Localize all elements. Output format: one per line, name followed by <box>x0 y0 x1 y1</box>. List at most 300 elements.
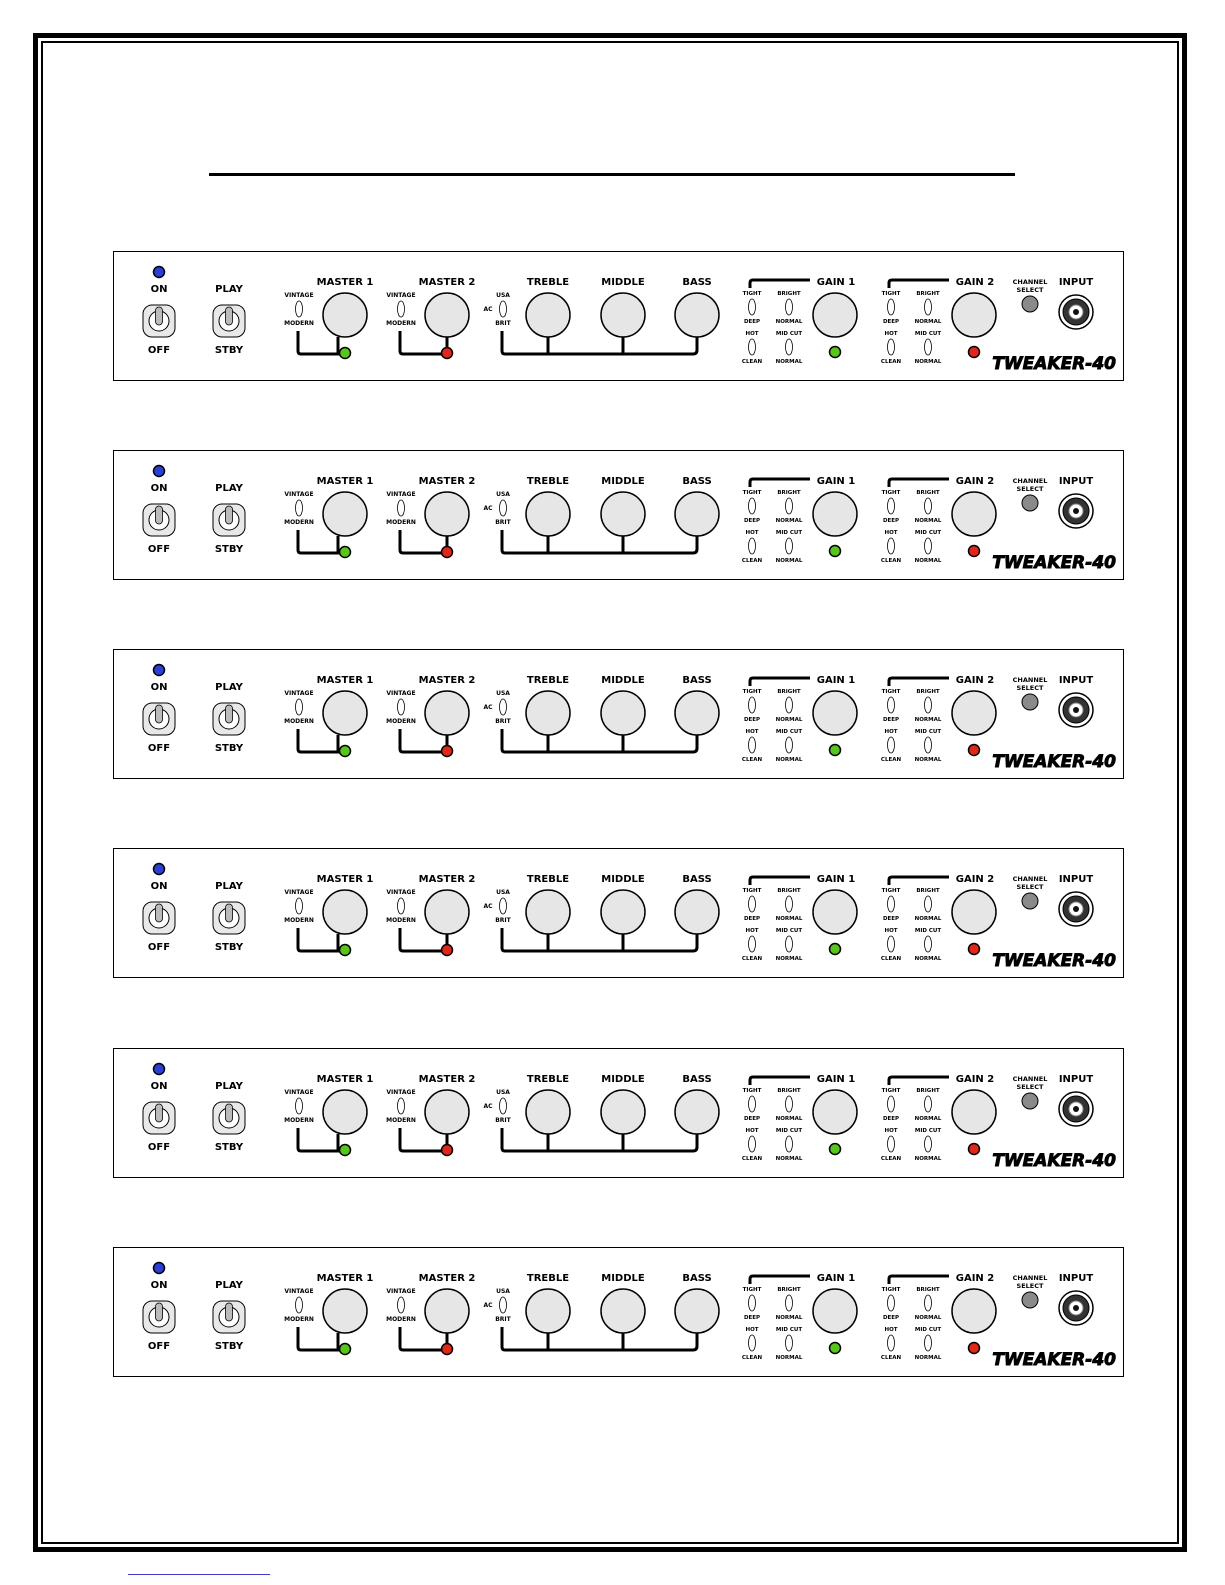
bass-label: BASS <box>682 1273 712 1284</box>
midcut-label-1: MID CUT <box>775 331 803 337</box>
jack-core <box>1073 906 1079 912</box>
master2-knob[interactable] <box>425 890 469 934</box>
normal-label-1b: NORMAL <box>775 757 803 763</box>
gain2-led <box>969 347 980 358</box>
power-on-label: ON <box>150 483 168 494</box>
modern-label-2: MODERN <box>386 1117 416 1124</box>
gain1-midcut-switch[interactable] <box>786 737 793 753</box>
voice-switch-2[interactable] <box>398 1297 405 1313</box>
vintage-label-2: VINTAGE <box>386 889 416 896</box>
vintage-label-1: VINTAGE <box>284 1288 314 1295</box>
stby-label: STBY <box>214 345 244 356</box>
gain2-knob[interactable] <box>952 293 996 337</box>
channel-label: CHANNEL <box>1012 676 1048 684</box>
middle-label: MIDDLE <box>601 476 645 487</box>
input-label: INPUT <box>1058 675 1094 686</box>
brand-logo: TWEAKER-40 <box>992 951 1116 971</box>
stby-label: STBY <box>214 743 244 754</box>
input-label: INPUT <box>1058 1273 1094 1284</box>
gain1-midcut-switch[interactable] <box>786 936 793 952</box>
ac-label: AC <box>483 306 493 313</box>
clean-label-1: CLEAN <box>741 1355 763 1361</box>
gain1-tight-switch[interactable] <box>749 498 756 514</box>
treble-knob[interactable] <box>526 691 570 735</box>
deep-label-2: DEEP <box>882 1315 900 1321</box>
toggle-lever <box>156 307 163 325</box>
power-led <box>154 466 165 477</box>
amp-panel <box>0 848 1225 988</box>
standby-toggle[interactable] <box>213 902 245 934</box>
usa-label: USA <box>496 491 510 498</box>
gain2-midcut-switch[interactable] <box>925 936 932 952</box>
midcut-label-2: MID CUT <box>914 530 942 536</box>
gain2-bright-switch[interactable] <box>925 1096 932 1112</box>
usa-label: USA <box>496 690 510 697</box>
normal-label-2a: NORMAL <box>914 1116 942 1122</box>
gain1-bright-switch[interactable] <box>786 299 793 315</box>
gain1-knob[interactable] <box>813 1289 857 1333</box>
bass-knob[interactable] <box>675 691 719 735</box>
input-jack[interactable] <box>1059 693 1093 727</box>
gain2-hot-switch[interactable] <box>888 538 895 554</box>
gain1-knob[interactable] <box>813 691 857 735</box>
vintage-label-1: VINTAGE <box>284 1089 314 1096</box>
amp-panel <box>0 450 1225 590</box>
gain2-tight-switch[interactable] <box>888 697 895 713</box>
voice-switch-2[interactable] <box>398 301 405 317</box>
modern-label-2: MODERN <box>386 320 416 327</box>
master1-label: MASTER 1 <box>316 277 374 288</box>
middle-label: MIDDLE <box>601 1273 645 1284</box>
gain2-bright-switch[interactable] <box>925 697 932 713</box>
input-jack[interactable] <box>1059 494 1093 528</box>
toggle-lever <box>156 506 163 524</box>
gain2-bright-switch[interactable] <box>925 1295 932 1311</box>
vintage-label-1: VINTAGE <box>284 889 314 896</box>
amp-panel <box>0 649 1225 789</box>
hot-label-1: HOT <box>745 1327 759 1333</box>
amp-panel-drawing <box>113 649 1125 781</box>
gain1-bright-switch[interactable] <box>786 697 793 713</box>
eq-voice-switch[interactable] <box>500 699 507 715</box>
brand-logo: TWEAKER-40 <box>992 1151 1116 1171</box>
normal-label-2a: NORMAL <box>914 319 942 325</box>
gain1-bright-switch[interactable] <box>786 896 793 912</box>
standby-toggle[interactable] <box>213 1102 245 1134</box>
middle-knob[interactable] <box>601 890 645 934</box>
ac-label: AC <box>483 903 493 910</box>
middle-label: MIDDLE <box>601 1074 645 1085</box>
gain2-led <box>969 1343 980 1354</box>
gain1-hot-switch[interactable] <box>749 737 756 753</box>
play-label: PLAY <box>215 682 243 693</box>
gain2-midcut-switch[interactable] <box>925 737 932 753</box>
toggle-lever <box>226 705 233 723</box>
middle-label: MIDDLE <box>601 874 645 885</box>
deep-label-1: DEEP <box>743 916 761 922</box>
gain2-led <box>969 944 980 955</box>
tight-label-2: TIGHT <box>881 888 901 894</box>
ac-label: AC <box>483 1302 493 1309</box>
treble-knob[interactable] <box>526 492 570 536</box>
standby-toggle[interactable] <box>213 504 245 536</box>
hot-label-2: HOT <box>884 1128 898 1134</box>
eq-voice-switch[interactable] <box>500 1297 507 1313</box>
channel-select-button[interactable] <box>1022 296 1038 312</box>
voice-switch-1[interactable] <box>296 1297 303 1313</box>
amp-panel-drawing <box>113 1247 1125 1379</box>
normal-label-1b: NORMAL <box>775 1156 803 1162</box>
voice-switch-2[interactable] <box>398 1098 405 1114</box>
voice-switch-2[interactable] <box>398 699 405 715</box>
master1-knob[interactable] <box>323 492 367 536</box>
amp-panel-drawing <box>113 251 1125 383</box>
amp-panel <box>0 251 1225 391</box>
midcut-label-2: MID CUT <box>914 1327 942 1333</box>
select-label: SELECT <box>1016 485 1044 493</box>
bass-label: BASS <box>682 675 712 686</box>
gain1-knob[interactable] <box>813 890 857 934</box>
input-label: INPUT <box>1058 874 1094 885</box>
gain2-hot-switch[interactable] <box>888 936 895 952</box>
brit-label: BRIT <box>495 320 511 327</box>
gain1-led <box>830 1144 841 1155</box>
gain2-knob[interactable] <box>952 492 996 536</box>
normal-label-1a: NORMAL <box>775 518 803 524</box>
vintage-label-1: VINTAGE <box>284 491 314 498</box>
gain1-hot-switch[interactable] <box>749 936 756 952</box>
channel-select-button[interactable] <box>1022 893 1038 909</box>
input-jack[interactable] <box>1059 1092 1093 1126</box>
treble-knob[interactable] <box>526 890 570 934</box>
treble-knob[interactable] <box>526 1289 570 1333</box>
eq-voice-switch[interactable] <box>500 500 507 516</box>
gain1-label: GAIN 1 <box>816 675 856 686</box>
gain1-midcut-switch[interactable] <box>786 339 793 355</box>
master2-knob[interactable] <box>425 293 469 337</box>
deep-label-1: DEEP <box>743 518 761 524</box>
standby-toggle[interactable] <box>213 1301 245 1333</box>
ac-label: AC <box>483 1103 493 1110</box>
power-on-label: ON <box>150 284 168 295</box>
gain1-tight-switch[interactable] <box>749 1295 756 1311</box>
gain2-knob[interactable] <box>952 890 996 934</box>
power-on-label: ON <box>150 682 168 693</box>
deep-label-2: DEEP <box>882 717 900 723</box>
master2-knob[interactable] <box>425 1090 469 1134</box>
power-led <box>154 267 165 278</box>
gain2-hot-switch[interactable] <box>888 339 895 355</box>
treble-knob[interactable] <box>526 293 570 337</box>
vintage-label-2: VINTAGE <box>386 292 416 299</box>
bass-knob[interactable] <box>675 293 719 337</box>
treble-knob[interactable] <box>526 1090 570 1134</box>
gain1-tight-switch[interactable] <box>749 299 756 315</box>
gain2-knob[interactable] <box>952 1090 996 1134</box>
normal-label-1a: NORMAL <box>775 916 803 922</box>
clean-label-1: CLEAN <box>741 359 763 365</box>
modern-label-2: MODERN <box>386 519 416 526</box>
bass-label: BASS <box>682 1074 712 1085</box>
gain1-knob[interactable] <box>813 1090 857 1134</box>
gain1-hot-switch[interactable] <box>749 1335 756 1351</box>
brit-label: BRIT <box>495 1117 511 1124</box>
gain2-label: GAIN 2 <box>955 1273 995 1284</box>
modern-label-1: MODERN <box>284 1117 314 1124</box>
midcut-label-2: MID CUT <box>914 928 942 934</box>
middle-knob[interactable] <box>601 293 645 337</box>
gain2-midcut-switch[interactable] <box>925 1335 932 1351</box>
gain1-midcut-switch[interactable] <box>786 538 793 554</box>
amp-panel <box>0 1247 1225 1387</box>
midcut-label-1: MID CUT <box>775 928 803 934</box>
amp-panel <box>0 1048 1225 1188</box>
power-toggle[interactable] <box>143 1301 175 1333</box>
master1-knob[interactable] <box>323 890 367 934</box>
gain1-label: GAIN 1 <box>816 1074 856 1085</box>
normal-label-2b: NORMAL <box>914 956 942 962</box>
gain2-hot-switch[interactable] <box>888 1335 895 1351</box>
normal-label-1a: NORMAL <box>775 319 803 325</box>
voice-switch-1[interactable] <box>296 1098 303 1114</box>
toggle-lever <box>226 904 233 922</box>
clean-label-1: CLEAN <box>741 558 763 564</box>
bright-label-2: BRIGHT <box>916 490 940 496</box>
gain1-hot-switch[interactable] <box>749 1136 756 1152</box>
hot-label-1: HOT <box>745 530 759 536</box>
normal-label-1a: NORMAL <box>775 1315 803 1321</box>
middle-knob[interactable] <box>601 1090 645 1134</box>
play-label: PLAY <box>215 483 243 494</box>
bass-label: BASS <box>682 277 712 288</box>
gain2-hot-switch[interactable] <box>888 737 895 753</box>
input-jack[interactable] <box>1059 295 1093 329</box>
master2-knob[interactable] <box>425 691 469 735</box>
panel-group <box>114 650 1124 779</box>
middle-knob[interactable] <box>601 492 645 536</box>
eq-voice-switch[interactable] <box>500 301 507 317</box>
clean-label-2: CLEAN <box>880 1355 902 1361</box>
master1-knob[interactable] <box>323 691 367 735</box>
gain1-knob[interactable] <box>813 293 857 337</box>
eq-voice-switch[interactable] <box>500 898 507 914</box>
input-label: INPUT <box>1058 277 1094 288</box>
input-jack[interactable] <box>1059 892 1093 926</box>
bass-knob[interactable] <box>675 890 719 934</box>
power-on-label: ON <box>150 1280 168 1291</box>
power-toggle[interactable] <box>143 1102 175 1134</box>
select-label: SELECT <box>1016 883 1044 891</box>
power-led <box>154 1263 165 1274</box>
master2-knob[interactable] <box>425 492 469 536</box>
middle-knob[interactable] <box>601 691 645 735</box>
jack-core <box>1073 1106 1079 1112</box>
standby-toggle[interactable] <box>213 703 245 735</box>
master1-knob[interactable] <box>323 293 367 337</box>
midcut-label-1: MID CUT <box>775 1128 803 1134</box>
voice-switch-2[interactable] <box>398 898 405 914</box>
gain1-knob[interactable] <box>813 492 857 536</box>
jack-core <box>1073 1305 1079 1311</box>
vintage-label-2: VINTAGE <box>386 1288 416 1295</box>
master1-knob[interactable] <box>323 1289 367 1333</box>
deep-label-1: DEEP <box>743 717 761 723</box>
voice-switch-1[interactable] <box>296 898 303 914</box>
gain2-label: GAIN 2 <box>955 277 995 288</box>
treble-label: TREBLE <box>526 277 570 288</box>
master1-label: MASTER 1 <box>316 476 374 487</box>
bass-knob[interactable] <box>675 1090 719 1134</box>
gain2-hot-switch[interactable] <box>888 1136 895 1152</box>
gain1-tight-switch[interactable] <box>749 1096 756 1112</box>
gain2-bright-switch[interactable] <box>925 299 932 315</box>
channel-select-button[interactable] <box>1022 694 1038 710</box>
middle-knob[interactable] <box>601 1289 645 1333</box>
master1-led <box>340 547 351 558</box>
gain1-tight-switch[interactable] <box>749 697 756 713</box>
usa-label: USA <box>496 1089 510 1096</box>
channel-label: CHANNEL <box>1012 278 1048 286</box>
master2-knob[interactable] <box>425 1289 469 1333</box>
gain1-midcut-switch[interactable] <box>786 1136 793 1152</box>
voice-switch-1[interactable] <box>296 301 303 317</box>
voice-switch-1[interactable] <box>296 699 303 715</box>
gain2-knob[interactable] <box>952 1289 996 1333</box>
gain2-tight-switch[interactable] <box>888 498 895 514</box>
master1-label: MASTER 1 <box>316 1074 374 1085</box>
jack-core <box>1073 309 1079 315</box>
usa-label: USA <box>496 292 510 299</box>
gain2-tight-switch[interactable] <box>888 299 895 315</box>
master2-led <box>442 348 453 359</box>
channel-select-button[interactable] <box>1022 1093 1038 1109</box>
master2-label: MASTER 2 <box>418 277 476 288</box>
gain2-led <box>969 546 980 557</box>
play-label: PLAY <box>215 284 243 295</box>
tight-label-2: TIGHT <box>881 1287 901 1293</box>
master2-label: MASTER 2 <box>418 1074 476 1085</box>
gain1-hot-switch[interactable] <box>749 339 756 355</box>
voice-switch-1[interactable] <box>296 500 303 516</box>
gain2-tight-switch[interactable] <box>888 896 895 912</box>
stby-label: STBY <box>214 544 244 555</box>
eq-voice-switch[interactable] <box>500 1098 507 1114</box>
hot-label-2: HOT <box>884 331 898 337</box>
usa-label: USA <box>496 1288 510 1295</box>
channel-select-button[interactable] <box>1022 495 1038 511</box>
gain2-midcut-switch[interactable] <box>925 1136 932 1152</box>
master2-led <box>442 1344 453 1355</box>
power-toggle[interactable] <box>143 703 175 735</box>
hot-label-2: HOT <box>884 530 898 536</box>
hot-label-1: HOT <box>745 928 759 934</box>
bass-knob[interactable] <box>675 1289 719 1333</box>
middle-label: MIDDLE <box>601 675 645 686</box>
vintage-label-2: VINTAGE <box>386 1089 416 1096</box>
normal-label-2b: NORMAL <box>914 1355 942 1361</box>
power-off-label: OFF <box>147 345 171 356</box>
select-label: SELECT <box>1016 684 1044 692</box>
stby-label: STBY <box>214 1142 244 1153</box>
standby-toggle[interactable] <box>213 305 245 337</box>
play-label: PLAY <box>215 1081 243 1092</box>
tight-label-1: TIGHT <box>742 888 762 894</box>
toggle-lever <box>226 506 233 524</box>
gain2-knob[interactable] <box>952 691 996 735</box>
gain1-led <box>830 745 841 756</box>
gain2-led <box>969 745 980 756</box>
master2-led <box>442 746 453 757</box>
brand-logo: TWEAKER-40 <box>992 1350 1116 1370</box>
stby-label: STBY <box>214 1341 244 1352</box>
power-toggle[interactable] <box>143 902 175 934</box>
gain2-midcut-switch[interactable] <box>925 339 932 355</box>
gain2-led <box>969 1144 980 1155</box>
gain2-label: GAIN 2 <box>955 675 995 686</box>
tight-label-1: TIGHT <box>742 291 762 297</box>
ac-label: AC <box>483 704 493 711</box>
master1-led <box>340 1145 351 1156</box>
voice-switch-2[interactable] <box>398 500 405 516</box>
toggle-lever <box>156 705 163 723</box>
bright-label-1: BRIGHT <box>777 1088 801 1094</box>
gain1-tight-switch[interactable] <box>749 896 756 912</box>
panel-group <box>114 1248 1124 1377</box>
power-led <box>154 864 165 875</box>
bright-label-1: BRIGHT <box>777 291 801 297</box>
gain2-bright-switch[interactable] <box>925 498 932 514</box>
master2-label: MASTER 2 <box>418 1273 476 1284</box>
vintage-label-2: VINTAGE <box>386 690 416 697</box>
midcut-label-2: MID CUT <box>914 1128 942 1134</box>
treble-label: TREBLE <box>526 1074 570 1085</box>
clean-label-1: CLEAN <box>741 956 763 962</box>
tight-label-1: TIGHT <box>742 490 762 496</box>
hot-label-1: HOT <box>745 331 759 337</box>
gain2-midcut-switch[interactable] <box>925 538 932 554</box>
modern-label-1: MODERN <box>284 519 314 526</box>
title-underline <box>209 173 1015 176</box>
gain1-midcut-switch[interactable] <box>786 1335 793 1351</box>
hot-label-2: HOT <box>884 928 898 934</box>
bass-knob[interactable] <box>675 492 719 536</box>
treble-label: TREBLE <box>526 675 570 686</box>
gain1-bright-switch[interactable] <box>786 498 793 514</box>
select-label: SELECT <box>1016 1282 1044 1290</box>
gain1-label: GAIN 1 <box>816 476 856 487</box>
channel-select-button[interactable] <box>1022 1292 1038 1308</box>
normal-label-2a: NORMAL <box>914 916 942 922</box>
gain2-bright-switch[interactable] <box>925 896 932 912</box>
gain1-label: GAIN 1 <box>816 277 856 288</box>
gain1-bright-switch[interactable] <box>786 1096 793 1112</box>
gain1-bright-switch[interactable] <box>786 1295 793 1311</box>
input-jack[interactable] <box>1059 1291 1093 1325</box>
master1-knob[interactable] <box>323 1090 367 1134</box>
power-toggle[interactable] <box>143 504 175 536</box>
panel-group <box>114 252 1124 381</box>
master2-label: MASTER 2 <box>418 874 476 885</box>
gain1-hot-switch[interactable] <box>749 538 756 554</box>
midcut-label-2: MID CUT <box>914 331 942 337</box>
vintage-label-1: VINTAGE <box>284 292 314 299</box>
bright-label-1: BRIGHT <box>777 888 801 894</box>
power-toggle[interactable] <box>143 305 175 337</box>
normal-label-2b: NORMAL <box>914 757 942 763</box>
gain2-tight-switch[interactable] <box>888 1096 895 1112</box>
bright-label-1: BRIGHT <box>777 490 801 496</box>
gain2-tight-switch[interactable] <box>888 1295 895 1311</box>
